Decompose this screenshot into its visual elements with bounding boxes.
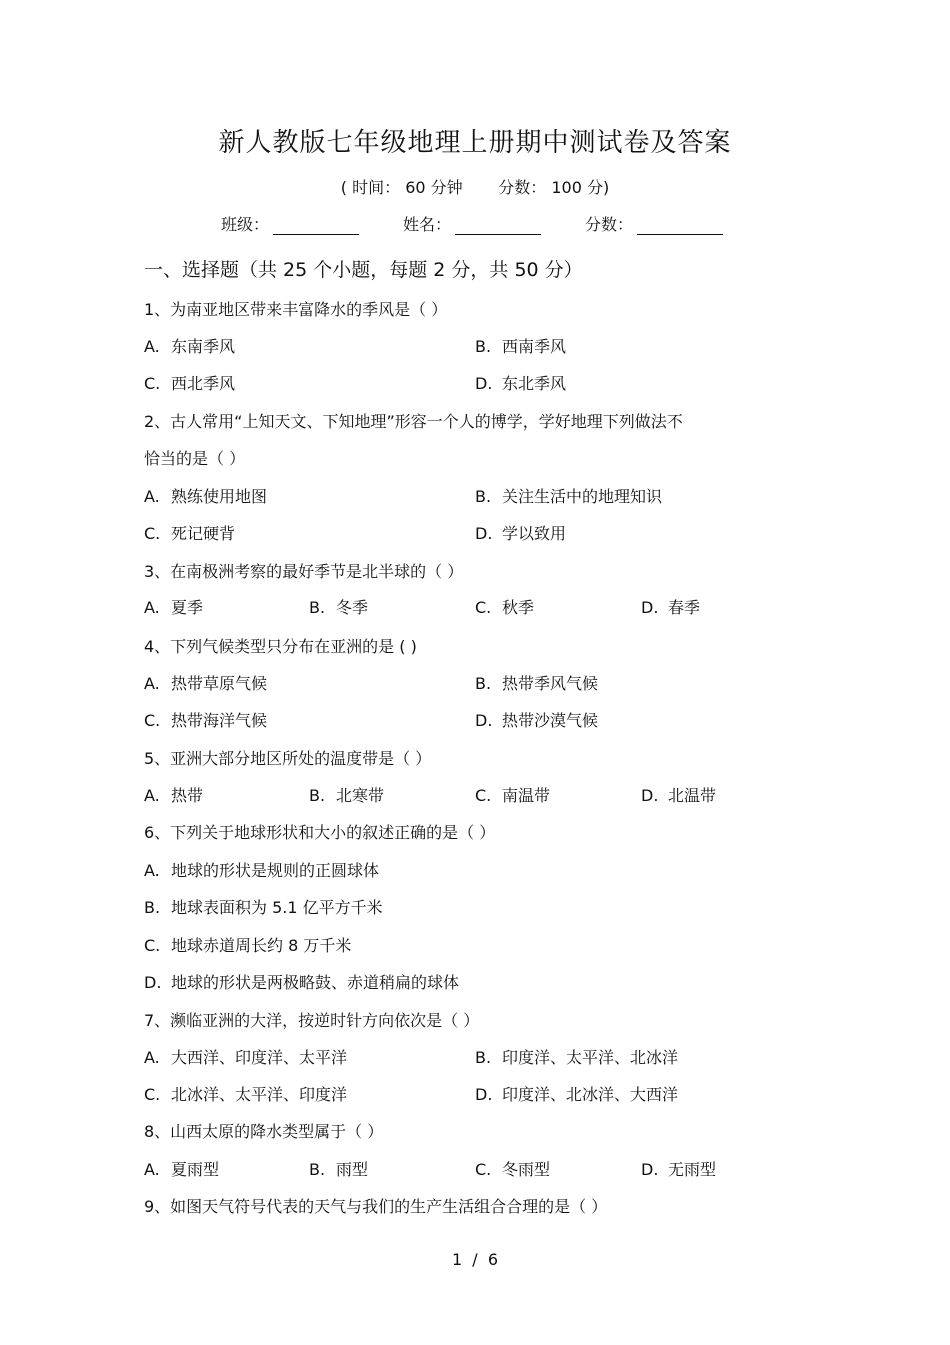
option-text: 学以致用 <box>502 524 567 543</box>
question-4-option[interactable] <box>475 711 598 731</box>
question-3-option[interactable] <box>144 598 203 618</box>
exam-title: 新人教版七年级地理上册期中测试卷及答案 <box>218 128 732 158</box>
option-text: 热带海洋气候 <box>171 711 268 730</box>
option-letter: C. <box>144 711 161 730</box>
class-blank[interactable] <box>273 214 359 235</box>
option-text: 春季 <box>668 598 701 617</box>
name-field <box>403 212 541 235</box>
question-2-option[interactable] <box>144 524 235 544</box>
option-text: 地球的形状是两极略鼓、赤道稍扁的球体 <box>171 973 460 992</box>
question-6-option[interactable] <box>144 973 459 993</box>
question-8-option[interactable] <box>309 1160 368 1180</box>
option-text: 北寒带 <box>336 786 385 805</box>
name-label: 姓名： <box>403 215 452 234</box>
option-letter: C. <box>144 524 161 543</box>
question-7-option[interactable] <box>144 1085 347 1105</box>
question-5-option[interactable] <box>475 786 550 806</box>
question-2-stem: 2、古人常用“上知天文、下知地理”形容一个人的博学，学好地理下列做法不 <box>144 412 683 431</box>
option-text: 北冰洋、太平洋、印度洋 <box>171 1085 348 1104</box>
option-text: 东南季风 <box>171 337 236 356</box>
question-5-stem: 5、亚洲大部分地区所处的温度带是（ ） <box>144 749 432 768</box>
option-text: 地球的形状是规则的正圆球体 <box>171 861 380 880</box>
question-4-option[interactable] <box>144 711 267 731</box>
option-letter: B. <box>144 898 161 917</box>
question-8-option[interactable] <box>144 1160 219 1180</box>
question-4-option[interactable] <box>144 674 267 694</box>
question-5-option[interactable] <box>641 786 716 806</box>
option-text: 夏季 <box>171 598 204 617</box>
option-text: 西北季风 <box>171 374 236 393</box>
question-7-option[interactable] <box>475 1085 678 1105</box>
option-letter: D. <box>475 374 493 393</box>
question-6-option[interactable] <box>144 861 379 881</box>
question-7-option[interactable] <box>144 1048 347 1068</box>
name-blank[interactable] <box>455 214 541 235</box>
option-text: 东北季风 <box>502 374 567 393</box>
question-2-stem: 恰当的是（ ） <box>144 449 246 468</box>
option-letter: D. <box>475 711 493 730</box>
option-letter: C. <box>475 1160 492 1179</box>
question-7-option[interactable] <box>475 1048 678 1068</box>
option-text: 关注生活中的地理知识 <box>502 487 663 506</box>
page-number: 1 / 6 <box>451 1250 499 1269</box>
option-text: 北温带 <box>668 786 717 805</box>
score-label: 分数： <box>585 215 634 234</box>
option-letter: B. <box>309 786 326 805</box>
option-letter: A. <box>144 674 160 693</box>
question-3-option[interactable] <box>309 598 368 618</box>
option-text: 印度洋、太平洋、北冰洋 <box>502 1048 679 1067</box>
option-text: 热带 <box>171 786 204 805</box>
question-6-option[interactable] <box>144 898 383 918</box>
option-letter: D. <box>641 786 659 805</box>
question-8-option[interactable] <box>475 1160 550 1180</box>
option-letter: A. <box>144 598 160 617</box>
option-letter: D. <box>641 1160 659 1179</box>
question-1-option[interactable] <box>144 337 235 357</box>
option-letter: C. <box>144 374 161 393</box>
option-letter: D. <box>475 1085 493 1104</box>
option-letter: C. <box>475 598 492 617</box>
option-text: 冬季 <box>336 598 369 617</box>
option-text: 热带沙漠气候 <box>502 711 599 730</box>
option-text: 秋季 <box>502 598 535 617</box>
question-1-stem: 1、为南亚地区带来丰富降水的季风是（ ） <box>144 300 448 319</box>
option-text: 地球赤道周长约 8 万千米 <box>171 936 352 955</box>
option-text: 死记硬背 <box>171 524 236 543</box>
question-6-stem: 6、下列关于地球形状和大小的叙述正确的是（ ） <box>144 823 496 842</box>
option-text: 地球表面积为 5.1 亿平方千米 <box>171 898 383 917</box>
question-9-stem: 9、如图天气符号代表的天气与我们的生产生活组合合理的是（ ） <box>144 1197 608 1216</box>
option-letter: B. <box>475 337 492 356</box>
score-blank[interactable] <box>637 214 723 235</box>
class-field <box>221 212 359 235</box>
option-letter: D. <box>475 524 493 543</box>
question-8-stem: 8、山西太原的降水类型属于（ ） <box>144 1122 384 1141</box>
section-heading: 一、选择题（共 25 个小题，每题 2 分，共 50 分） <box>144 259 583 281</box>
option-text: 无雨型 <box>668 1160 717 1179</box>
option-text: 雨型 <box>336 1160 369 1179</box>
question-4-option[interactable] <box>475 674 598 694</box>
option-text: 热带草原气候 <box>171 674 268 693</box>
option-letter: B. <box>309 598 326 617</box>
option-text: 冬雨型 <box>502 1160 551 1179</box>
question-5-option[interactable] <box>144 786 203 806</box>
option-text: 西南季风 <box>502 337 567 356</box>
question-1-option[interactable] <box>475 337 566 357</box>
option-letter: A. <box>144 1048 160 1067</box>
option-letter: C. <box>144 1085 161 1104</box>
question-3-option[interactable] <box>641 598 700 618</box>
option-letter: B. <box>309 1160 326 1179</box>
option-letter: D. <box>641 598 659 617</box>
question-3-option[interactable] <box>475 598 534 618</box>
option-text: 大西洋、印度洋、太平洋 <box>171 1048 348 1067</box>
option-letter: B. <box>475 674 492 693</box>
question-2-option[interactable] <box>144 487 267 507</box>
option-text: 熟练使用地图 <box>171 487 268 506</box>
question-3-stem: 3、在南极洲考察的最好季节是北半球的（ ） <box>144 562 464 581</box>
exam-info: ( 时间： 60 分钟 分数： 100 分) <box>340 178 610 197</box>
option-letter: C. <box>144 936 161 955</box>
option-letter: A. <box>144 337 160 356</box>
question-1-option[interactable] <box>475 374 566 394</box>
score-field <box>585 212 723 235</box>
option-letter: B. <box>475 487 492 506</box>
option-text: 印度洋、北冰洋、大西洋 <box>502 1085 679 1104</box>
question-2-option[interactable] <box>475 524 566 544</box>
option-letter: B. <box>475 1048 492 1067</box>
question-7-stem: 7、濒临亚洲的大洋，按逆时针方向依次是（ ） <box>144 1011 480 1030</box>
option-letter: D. <box>144 973 162 992</box>
question-1-option[interactable] <box>144 374 235 394</box>
question-2-option[interactable] <box>475 487 662 507</box>
option-letter: A. <box>144 1160 160 1179</box>
question-4-stem: 4、下列气候类型只分布在亚洲的是 ( ) <box>144 637 417 656</box>
option-text: 夏雨型 <box>171 1160 220 1179</box>
question-6-option[interactable] <box>144 936 351 956</box>
option-text: 热带季风气候 <box>502 674 599 693</box>
option-letter: A. <box>144 861 160 880</box>
option-text: 南温带 <box>502 786 551 805</box>
question-8-option[interactable] <box>641 1160 716 1180</box>
question-5-option[interactable] <box>309 786 384 806</box>
option-letter: A. <box>144 786 160 805</box>
option-letter: A. <box>144 487 160 506</box>
class-label: 班级： <box>221 215 270 234</box>
option-letter: C. <box>475 786 492 805</box>
